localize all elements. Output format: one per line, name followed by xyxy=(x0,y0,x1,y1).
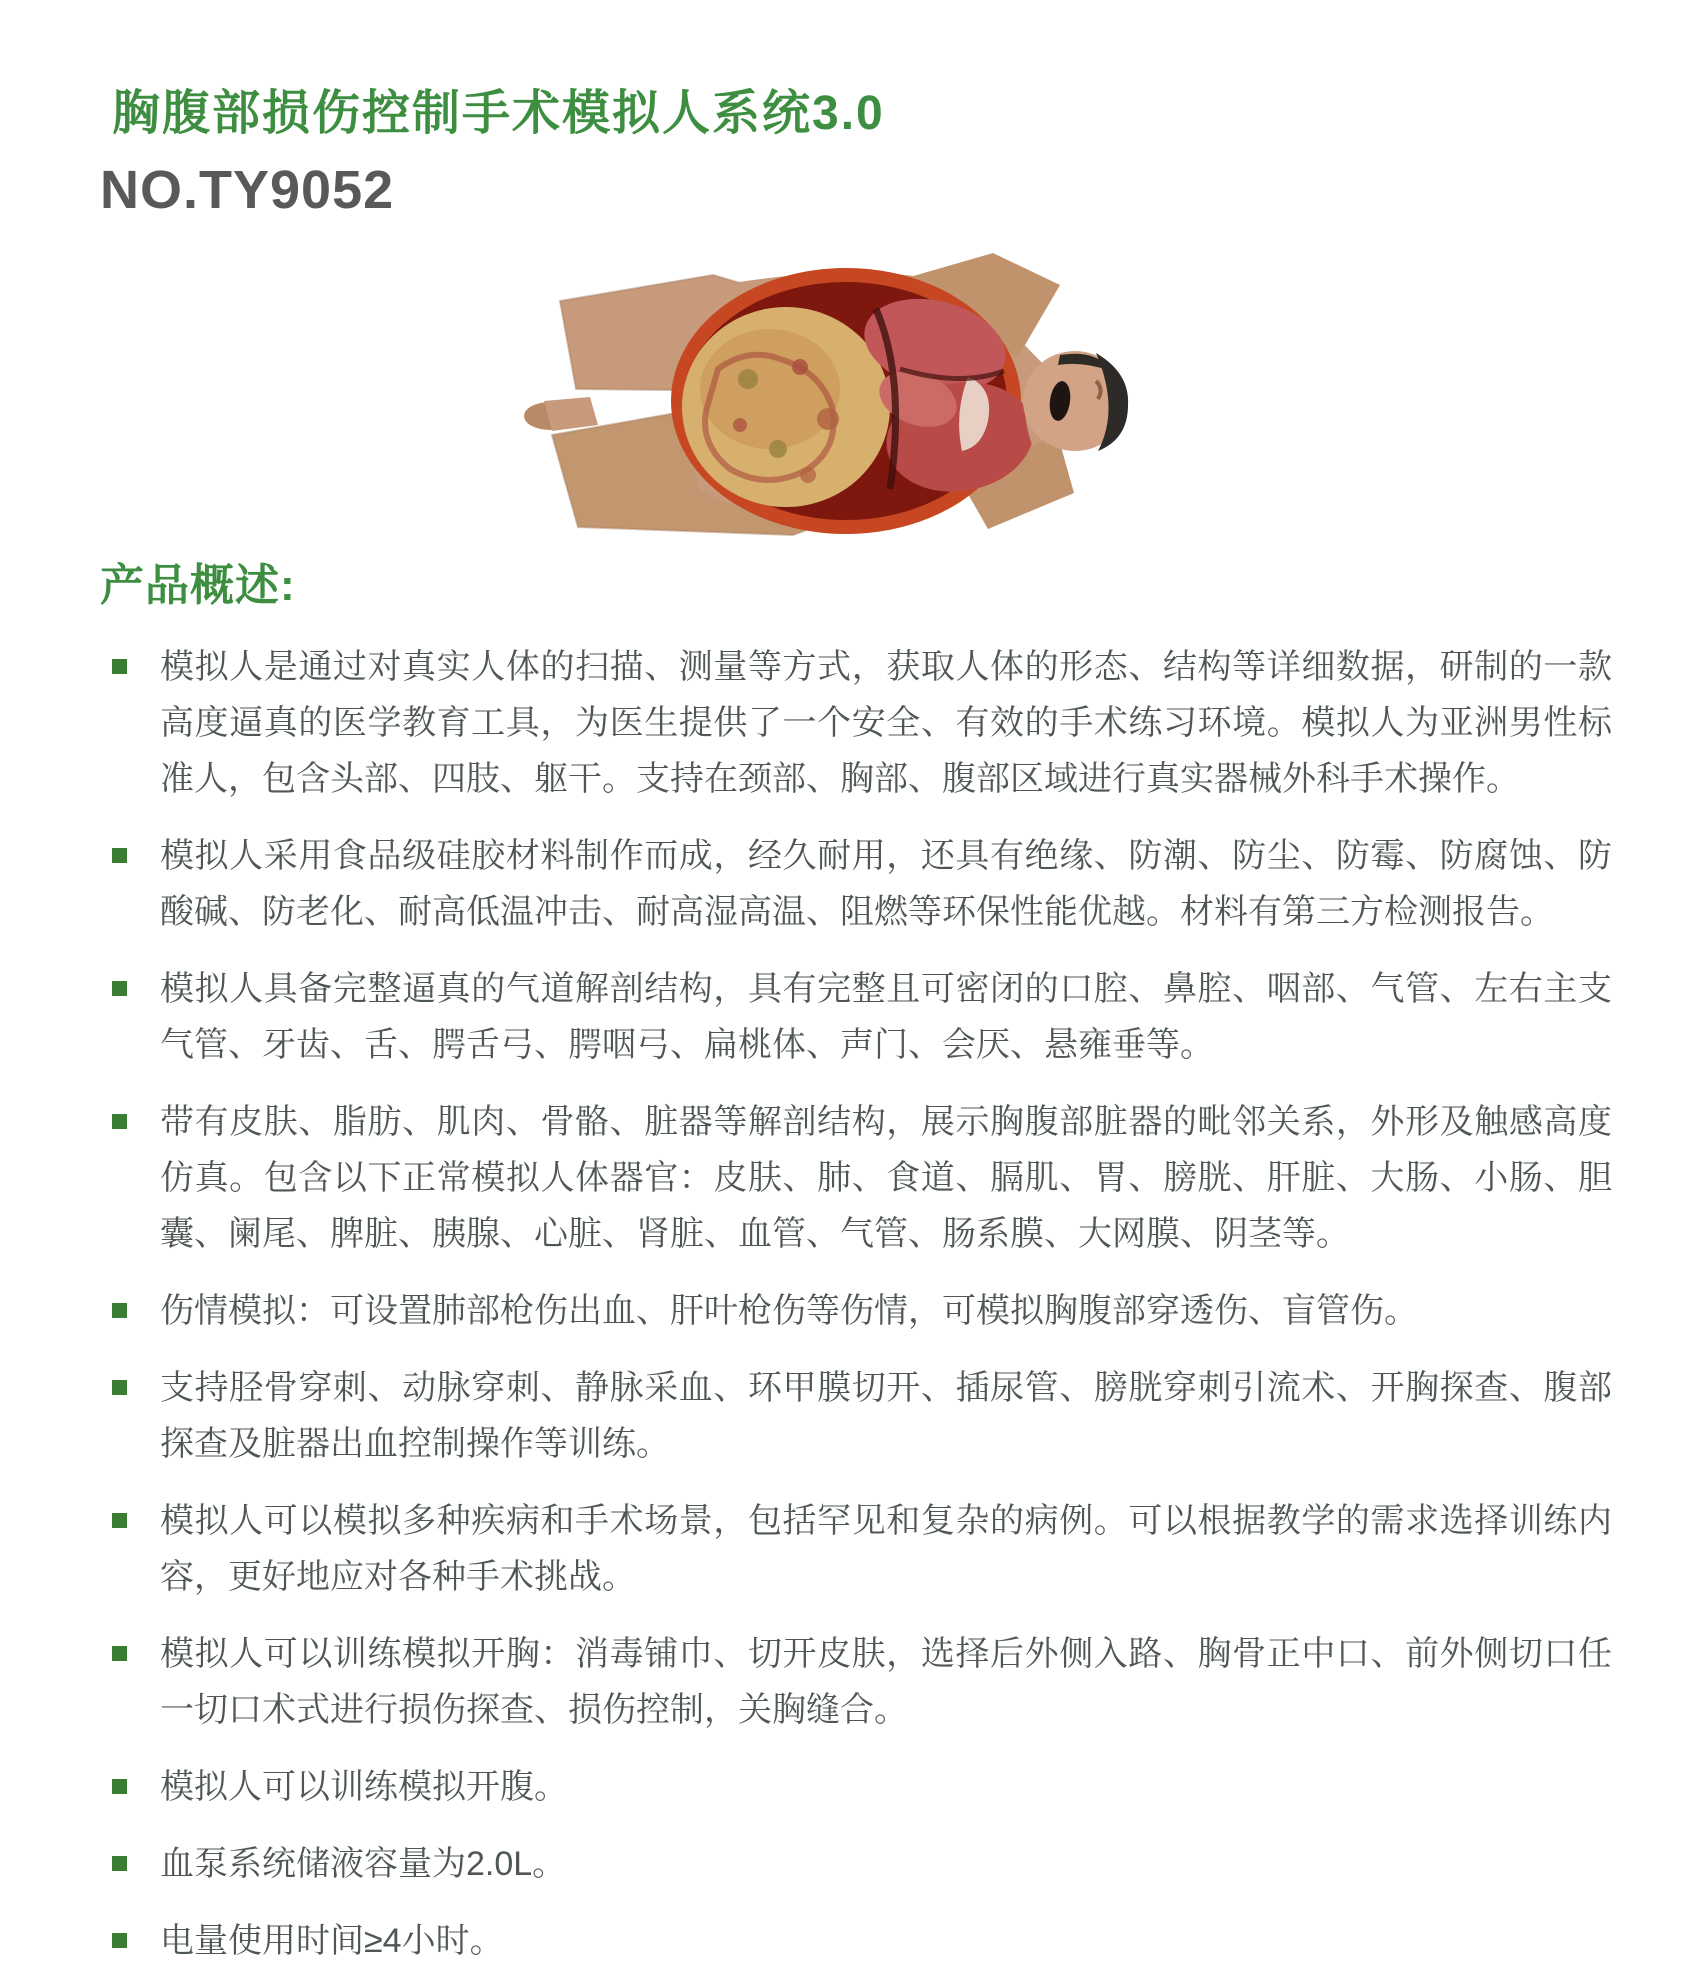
overview-bullet-text: 模拟人采用食品级硅胶材料制作而成，经久耐用，还具有绝缘、防潮、防尘、防霉、防腐蚀、防酸碱、防老化、耐高低温冲击、耐高湿高温、阻燃等环保性能优越。材料有第三方检测报告。 xyxy=(160,837,1612,931)
overview-bullet-item xyxy=(112,1913,1612,1969)
page-title: 胸腹部损伤控制手术模拟人系统3.0 xyxy=(112,87,885,140)
square-bullet-icon xyxy=(112,1933,127,1948)
square-bullet-icon xyxy=(112,1380,127,1395)
overview-bullet-text: 模拟人可以训练模拟开腹。 xyxy=(160,1768,568,1806)
model-number: NO.TY9052 xyxy=(100,160,395,220)
overview-bullet-text: 支持胫骨穿刺、动脉穿刺、静脉采血、环甲膜切开、插尿管、膀胱穿刺引流术、开胸探查、腹部探查及脏器出血控制操作等训练。 xyxy=(160,1369,1612,1463)
overview-bullet-text: 血泵系统储液容量为2.0L。 xyxy=(160,1845,567,1883)
manikin-head-and-neck xyxy=(1023,351,1128,451)
overview-bullet-text: 伤情模拟：可设置肺部枪伤出血、肝叶枪伤等伤情，可模拟胸腹部穿透伤、盲管伤。 xyxy=(160,1292,1418,1330)
square-bullet-icon xyxy=(112,1513,127,1528)
overview-bullet-item xyxy=(112,828,1612,940)
section-title-overview: 产品概述: xyxy=(100,561,296,610)
square-bullet-icon xyxy=(112,848,127,863)
overview-bullet-text: 模拟人是通过对真实人体的扫描、测量等方式，获取人体的形态、结构等详细数据，研制的一款高度逼真的医学教育工具，为医生提供了一个安全、有效的手术练习环境。模拟人为亚洲男性标准人，包含头部、四肢、躯干。支持在颈部、胸部、腹部区域进行真实器械外科手术操作。 xyxy=(160,648,1612,798)
overview-bullet-text: 电量使用时间≥4小时。 xyxy=(160,1922,504,1960)
overview-bullet-item xyxy=(112,961,1612,1073)
overview-bullet-text: 模拟人具备完整逼真的气道解剖结构，具有完整且可密闭的口腔、鼻腔、咽部、气管、左右主支气管、牙齿、舌、腭舌弓、腭咽弓、扁桃体、声门、会厌、悬雍垂等。 xyxy=(160,970,1612,1064)
square-bullet-icon xyxy=(112,659,127,674)
square-bullet-icon xyxy=(112,1303,127,1318)
manikin-torso-image xyxy=(448,249,1128,541)
overview-bullet-item xyxy=(112,1836,1612,1892)
square-bullet-icon xyxy=(112,1114,127,1129)
overview-bullet-item xyxy=(112,1759,1612,1815)
square-bullet-icon xyxy=(112,1779,127,1794)
overview-bullet-text: 带有皮肤、脂肪、肌肉、骨骼、脏器等解剖结构，展示胸腹部脏器的毗邻关系，外形及触感高度仿真。包含以下正常模拟人体器官：皮肤、肺、食道、膈肌、胃、膀胱、肝脏、大肠、小肠、胆囊、阑尾、脾脏、胰腺、心脏、肾脏、血管、气管、肠系膜、大网膜、阴茎等。 xyxy=(160,1103,1612,1253)
overview-bullet-item xyxy=(112,1094,1612,1262)
overview-bullet-list xyxy=(112,639,1612,1969)
product-document-page xyxy=(0,74,1700,1960)
product-photo xyxy=(448,249,1128,541)
overview-bullet-text: 模拟人可以模拟多种疾病和手术场景，包括罕见和复杂的病例。可以根据教学的需求选择训练内容，更好地应对各种手术挑战。 xyxy=(160,1502,1612,1596)
square-bullet-icon xyxy=(112,981,127,996)
square-bullet-icon xyxy=(112,1856,127,1871)
overview-bullet-item xyxy=(112,1360,1612,1472)
overview-bullet-item xyxy=(112,1283,1612,1339)
square-bullet-icon xyxy=(112,1646,127,1661)
overview-bullet-text: 模拟人可以训练模拟开胸：消毒铺巾、切开皮肤，选择后外侧入路、胸骨正中口、前外侧切口任一切口术式进行损伤探查、损伤控制，关胸缝合。 xyxy=(160,1635,1612,1729)
overview-bullet-item xyxy=(112,1493,1612,1605)
overview-bullet-item xyxy=(112,639,1612,807)
overview-bullet-item xyxy=(112,1626,1612,1738)
